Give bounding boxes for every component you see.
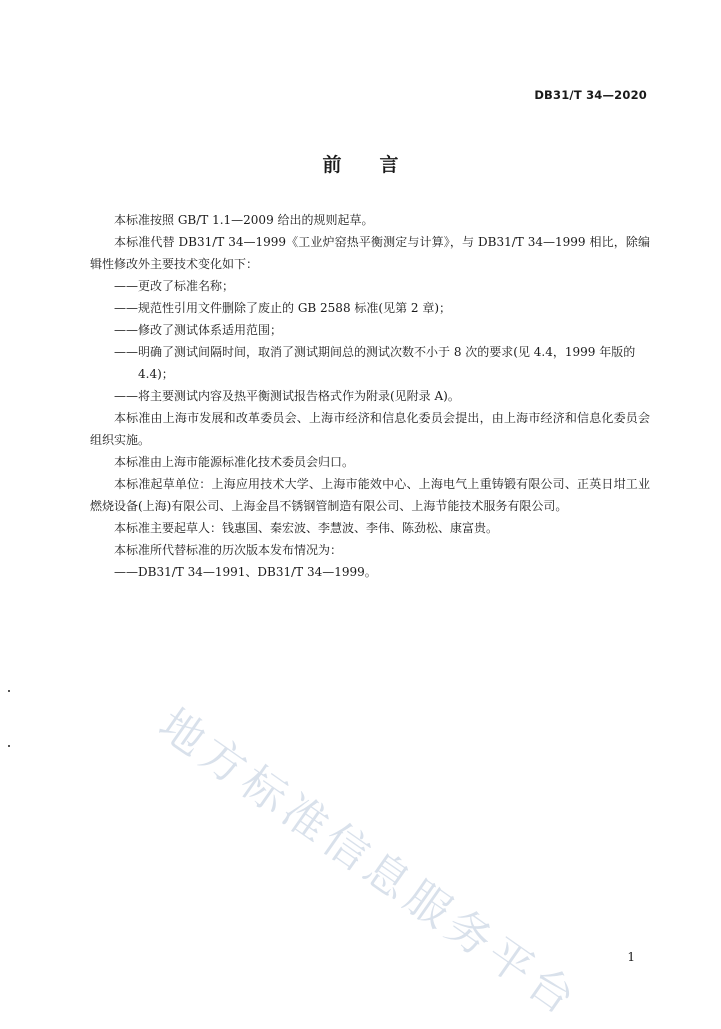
scan-mark [8, 745, 10, 747]
paragraph-history: 本标准所代替标准的历次版本发布情况为： [114, 543, 343, 557]
paragraph-drafting-units: 本标准起草单位：上海应用技术大学、上海市能效中心、上海电气上重铸锻有限公司、正英日坩工业燃烧设备(上海)有限公司、上海金昌不锈钢管制造有限公司、上海节能技术服务有限公司。 [90, 477, 650, 513]
history-item: ——DB31/T 34—1991、DB31/T 34—1999。 [114, 565, 377, 579]
watermark: 地方标准信息服务平台 [149, 699, 589, 1028]
paragraph-drafters: 本标准主要起草人：钱惠国、秦宏波、李慧波、李伟、陈劲松、康富贵。 [114, 521, 499, 535]
standard-code: DB31/T 34—2020 [534, 88, 647, 102]
change-item-references: ——规范性引用文件删除了废止的 GB 2588 标准(见第 2 章)； [114, 301, 452, 315]
paragraph-drafting-rules: 本标准按照 GB/T 1.1—2009 给出的规则起草。 [114, 213, 374, 227]
change-item-name: ——更改了标准名称； [114, 279, 235, 293]
paragraph-proposed-by: 本标准由上海市发展和改革委员会、上海市经济和信息化委员会提出，由上海市经济和信息化委员会组织实施。 [90, 411, 650, 447]
paragraph-centralized-by: 本标准由上海市能源标准化技术委员会归口。 [114, 455, 355, 469]
change-item-scope: ——修改了测试体系适用范围； [114, 323, 283, 337]
paragraph-replaces: 本标准代替 DB31/T 34—1999《工业炉窑热平衡测定与计算》，与 DB31/T 34—1999 相比，除编辑性修改外主要技术变化如下： [90, 235, 650, 271]
change-item-appendix: ——将主要测试内容及热平衡测试报告格式作为附录(见附录 A)。 [114, 389, 460, 403]
page-title: 前言 [322, 154, 437, 176]
foreword-body [90, 209, 650, 583]
scan-mark [8, 690, 10, 692]
page-number: 1 [627, 950, 635, 964]
change-item-interval-cont: 4.4)； [138, 367, 174, 381]
change-item-interval: ——明确了测试间隔时间，取消了测试期间总的测试次数不小于 8 次的要求(见 4.4，1999 年版的 [114, 345, 636, 359]
